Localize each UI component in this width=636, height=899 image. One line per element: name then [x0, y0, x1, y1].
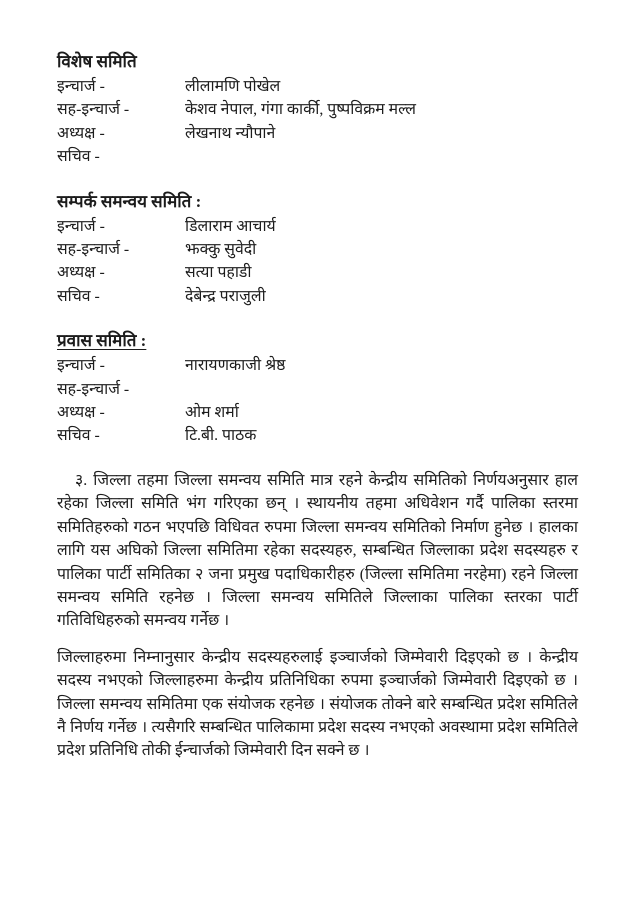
committee-title: प्रवास समिति : [57, 331, 147, 351]
role-label: अध्यक्ष - [57, 124, 105, 142]
committee-section-vishesh [57, 50, 578, 169]
body-paragraph-district-decision: ३. जिल्ला तहमा जिल्ला समन्वय समिति मात्र रहने केन्द्रीय समितिको निर्णयअनुसार हाल रहेका जिल्ला समिति भंग गरिएका छन् । स्थायनीय तहमा अधिवेशन गर्दै पालिका स्तरमा समितिहरुको गठन भएपछि विधिवत रुपमा जिल्ला समन्वय समितिको निर्माण हुनेछ । हालका लागि यस अघिको जिल्ला समितिमा रहेका सदस्यहरु, सम्बन्धित जिल्लाका प्रदेश सदस्यहरु र पालिका पार्टी समितिका २ जना प्रमुख पदाधिकारीहरु (जिल्ला समितिमा नरहेमा) रहने जिल्ला समन्वय समिति रहनेछ । जिल्ला समन्वय समितिले जिल्लाका पालिका स्तरका पार्टी गतिविधिहरुको समन्वय गर्नेछ । [57, 471, 578, 630]
role-label: सचिव - [57, 287, 100, 305]
role-value: सत्या पहाडी [185, 264, 252, 282]
role-label: सचिव - [57, 427, 100, 445]
committee-title: सम्पर्क समन्वय समिति : [57, 191, 202, 211]
role-row [57, 145, 578, 168]
role-value: डिलाराम आचार्य [185, 217, 276, 235]
role-row [57, 75, 578, 98]
role-row [57, 354, 578, 377]
committee-section-samparka [57, 190, 578, 309]
role-label: सचिव - [57, 148, 100, 166]
role-label: अध्यक्ष - [57, 404, 105, 422]
role-row [57, 98, 578, 121]
role-label: सह-इन्चार्ज - [57, 241, 130, 259]
role-row [57, 378, 578, 401]
committee-section-prabas [57, 329, 578, 448]
role-row [57, 261, 578, 284]
role-row [57, 401, 578, 424]
role-row [57, 424, 578, 447]
role-row [57, 238, 578, 261]
role-row [57, 285, 578, 308]
role-label: इन्चार्ज - [57, 357, 105, 375]
role-row [57, 122, 578, 145]
role-value: ओम शर्मा [185, 404, 239, 422]
role-row [57, 215, 578, 238]
role-value: देबेन्द्र पराजुली [185, 287, 266, 305]
role-label: सह-इन्चार्ज - [57, 101, 130, 119]
role-value: लेखनाथ न्यौपाने [185, 124, 276, 142]
role-value: लीलामणि पोखेल [185, 78, 281, 95]
role-label: सह-इन्चार्ज - [57, 380, 130, 398]
role-value: नारायणकाजी श्रेष्ठ [185, 357, 286, 375]
role-label: अध्यक्ष - [57, 264, 105, 282]
committee-title: विशेष समिति [57, 52, 137, 71]
role-value: टि.बी. पाठक [185, 427, 257, 445]
role-value: झक्कु सुवेदी [185, 241, 257, 259]
role-label: इन्चार्ज - [57, 78, 105, 95]
role-label: इन्चार्ज - [57, 217, 105, 235]
body-paragraph-incharge-assignment: जिल्लाहरुमा निम्नानुसार केन्द्रीय सदस्यहरुलाई इञ्चार्जको जिम्मेवारी दिइएको छ । केन्द्रीय सदस्य नभएको जिल्लाहरुमा केन्द्रीय प्रतिनिधिका रुपमा इञ्चार्जको जिम्मेवारी दिइएको छ । जिल्ला समन्वय समितिमा एक संयोजक रहनेछ । संयोजक तोक्ने बारे सम्बन्धित प्रदेश समितिले नै निर्णय गर्नेछ । त्यसैगरि सम्बन्धित पालिकामा प्रदेश सदस्य नभएको अवस्थामा प्रदेश समितिले प्रदेश प्रतिनिधि तोकी ईन्चार्जको जिम्मेवारी दिन सक्ने छ । [57, 648, 578, 760]
role-value: केशव नेपाल, गंगा कार्की, पुष्पविक्रम मल्ल [185, 101, 416, 119]
